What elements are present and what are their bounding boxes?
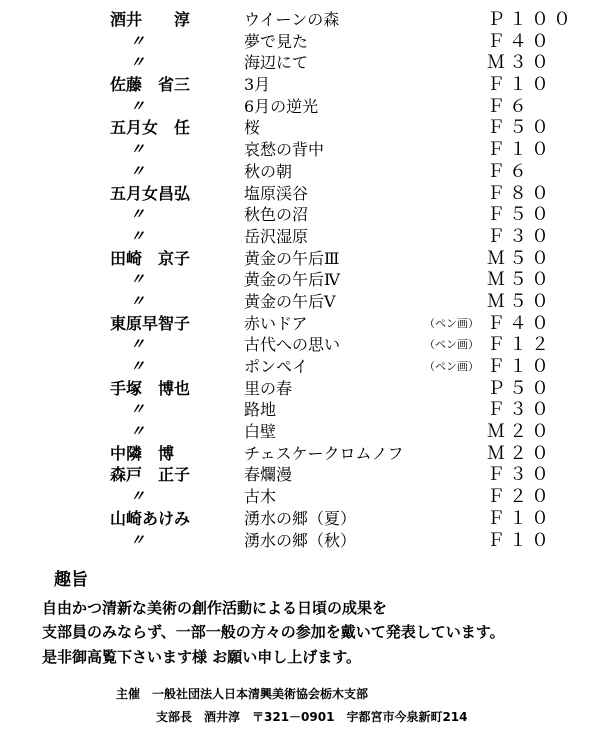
artwork-size: Ｆ１０ (487, 356, 553, 377)
artwork-note: （ペン画） (424, 316, 479, 330)
artist-name: 酒井 淳 (110, 10, 191, 29)
artwork-row (0, 183, 600, 205)
artwork-title: 岳沢湿原 (244, 226, 309, 246)
artist-name: 〃 (130, 270, 146, 289)
artwork-list (0, 9, 600, 551)
artwork-size: Ｆ８０ (487, 182, 553, 204)
artwork-title: 3月 (244, 75, 271, 95)
purpose-line: 是非御高覧下さいます様 お願い申し上げます。 (42, 648, 362, 666)
artwork-size: Ｆ１０ (487, 74, 553, 96)
artwork-title: 湧水の郷（秋） (244, 530, 357, 550)
artist-name: 〃 (130, 422, 146, 441)
footer-organizer: 主催 一般社団法人日本清興美術協会栃木支部 (116, 687, 369, 701)
artwork-title: 湧水の郷（夏） (244, 508, 357, 528)
artwork-row (0, 248, 600, 270)
artwork-row (0, 74, 600, 96)
artwork-title: 秋色の沼 (244, 205, 309, 225)
artwork-row (0, 464, 600, 486)
artwork-row (0, 508, 600, 530)
artist-name: 〃 (130, 226, 146, 245)
artwork-row (0, 378, 600, 400)
artwork-size: Ｍ２０ (487, 442, 553, 464)
artist-name: 〃 (130, 400, 146, 419)
artwork-size: Ｆ３０ (487, 464, 553, 486)
purpose-line: 支部員のみならず、一部一般の方々の参加を戴いて発表しています。 (42, 623, 505, 641)
artist-name: 中隣 博 (110, 443, 175, 463)
artist-name: 〃 (130, 140, 146, 159)
artwork-title: 6月の逆光 (244, 96, 319, 116)
artwork-row (0, 334, 600, 356)
artwork-title: ウイーンの森 (244, 10, 340, 29)
artwork-title: 黄金の午后Ⅲ (244, 248, 340, 268)
artwork-note: （ペン画） (424, 338, 479, 352)
artwork-size: Ｆ６ (487, 160, 531, 182)
artwork-title: 春爛漫 (244, 465, 293, 485)
artwork-row (0, 204, 600, 226)
artwork-title: 里の春 (244, 378, 293, 398)
artwork-title: 古木 (244, 487, 277, 507)
artist-name: 〃 (130, 96, 146, 115)
artist-name: 森戸 正子 (110, 465, 191, 485)
artist-name: 〃 (130, 53, 146, 72)
artwork-row (0, 139, 600, 161)
artwork-row (0, 31, 600, 53)
artist-name: 田崎 京子 (110, 248, 191, 268)
artist-name: 〃 (130, 205, 146, 224)
artwork-size: Ｆ１２ (487, 334, 553, 356)
artist-name: 山崎あけみ (110, 508, 191, 528)
artwork-title: 秋の朝 (244, 161, 293, 181)
artist-name: 〃 (130, 487, 146, 506)
artwork-row (0, 530, 600, 552)
artist-name: 〃 (130, 357, 146, 375)
artwork-size: Ｍ２０ (487, 421, 553, 443)
artwork-size: Ｍ３０ (487, 52, 553, 74)
artwork-title: 塩原渓谷 (244, 183, 309, 203)
artwork-title: 黄金の午后Ⅴ (244, 291, 336, 311)
artist-name: 東原早智子 (110, 313, 191, 333)
artist-name: 佐藤 省三 (110, 75, 191, 95)
artwork-size: Ｆ５０ (487, 204, 553, 226)
artwork-row (0, 96, 600, 118)
artwork-row (0, 443, 600, 465)
artwork-size: Ｆ３０ (487, 225, 553, 247)
artwork-title: 路地 (244, 400, 277, 420)
artist-name: 五月女 任 (110, 118, 191, 138)
artwork-size: Ｍ５０ (487, 247, 553, 269)
artwork-size: Ｆ２０ (487, 486, 553, 508)
artwork-size: Ｆ１０ (487, 139, 553, 161)
artwork-row (0, 269, 600, 291)
artwork-title: 哀愁の背中 (244, 140, 325, 160)
artwork-size: Ｆ６ (487, 95, 531, 117)
artwork-row (0, 291, 600, 313)
artwork-title: 海辺にて (244, 53, 309, 73)
artwork-size: Ｆ１０ (487, 507, 553, 529)
artwork-size: Ｆ４０ (487, 30, 553, 52)
artwork-title: 古代への思い (244, 335, 341, 355)
artwork-title: 夢で見た (244, 31, 309, 51)
artwork-row (0, 9, 600, 31)
artwork-row (0, 226, 600, 248)
artwork-row (0, 313, 600, 335)
artwork-title: チェスケークロムノフ (244, 443, 404, 463)
artwork-row (0, 117, 600, 139)
artwork-title: 黄金の午后Ⅳ (244, 270, 340, 290)
artwork-row (0, 486, 600, 508)
artist-name: 〃 (130, 530, 146, 549)
artwork-row (0, 356, 600, 378)
artwork-size: Ｆ３０ (487, 399, 553, 421)
artwork-size: Ｍ５０ (487, 290, 553, 312)
artwork-size: Ｍ５０ (487, 269, 553, 291)
artist-name: 手塚 博也 (110, 378, 191, 398)
artwork-row (0, 421, 600, 443)
artwork-size: Ｆ５０ (487, 117, 553, 139)
artwork-size: Ｐ５０ (487, 377, 553, 399)
artist-name: 〃 (130, 31, 146, 50)
purpose-heading: 趣旨 (54, 570, 88, 590)
artist-name: 〃 (130, 161, 146, 180)
purpose-line: 自由かつ清新な美術の創作活動による日頃の成果を (42, 599, 388, 617)
artwork-note: （ペン画） (424, 360, 479, 373)
artwork-size: Ｆ１０ (487, 529, 553, 551)
artwork-row (0, 399, 600, 421)
artwork-title: 桜 (244, 118, 261, 138)
artist-name: 五月女昌弘 (110, 183, 191, 203)
artwork-size: Ｆ４０ (487, 312, 553, 334)
artwork-row (0, 161, 600, 183)
artwork-title: 白壁 (244, 422, 277, 442)
footer-contact: 支部長 酒井淳 〒321－0901 宇都宮市今泉新町214 (156, 710, 468, 724)
artwork-title: ポンペイ (244, 357, 309, 376)
artist-name: 〃 (130, 291, 146, 310)
artwork-row (0, 52, 600, 74)
artwork-size: Ｐ１００ (487, 9, 575, 30)
artwork-title: 赤いドア (244, 313, 308, 333)
artist-name: 〃 (130, 335, 146, 354)
